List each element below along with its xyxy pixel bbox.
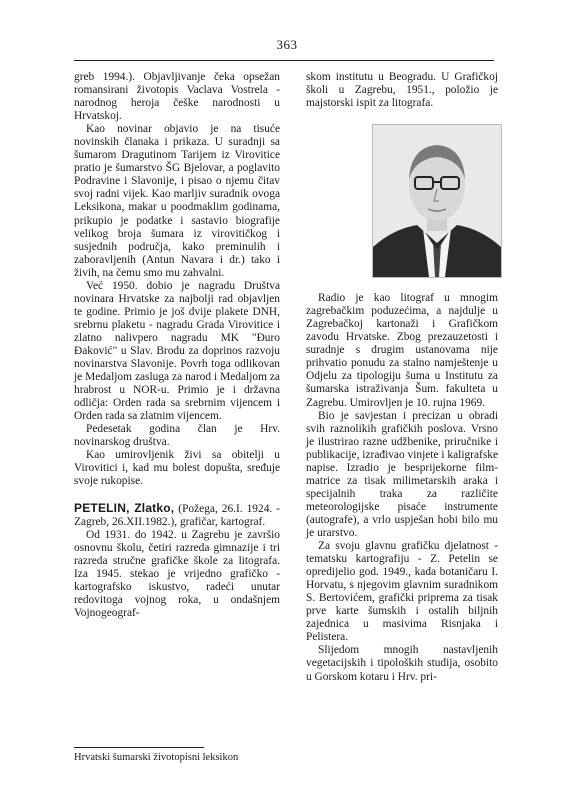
entry-heading [74, 502, 280, 529]
paragraph: Bio je savjestan i precizan u obradi svih raznolikih grafičkih poslova. Vrsno je ilustrirao razne udžbenike, priručnike i publikacije, izrađivao vinjete i kaligrafske napise. Izradio je besprijekorne film-matrice za tisak milimetarskih araka i specijalnih traka za različite meteorologijske pisaće instrumente (autografe), a vrlo uspješan hobi bilo mu je urarstvo. [306, 409, 498, 539]
footer-rule [74, 747, 204, 748]
paragraph: Kao umirovljenik živi sa obitelji u Virovitici i, kad mu bolest dopušta, sređuje svoje rukopise. [74, 449, 280, 488]
paragraph: skom institutu u Beogradu. U Grafičkoj školi u Zagrebu, 1951., položio je majstorski ispit za litografa. [306, 71, 498, 110]
entry-dates: (Požega, 26.I. 1924. - Zagreb, 26.XII.1982.), grafičar, kartograf. [74, 502, 280, 528]
portrait-photo [372, 124, 502, 278]
paragraph: Od 1931. do 1942. u Zagrebu je završio osnovnu školu, četiri razreda gimnazije i tri razreda stručne grafičke škole za litografa. Iza 1945. stekao je vrijedno grafičko - kartografsko iskustvo, radeći unutar redovitoga vojnog roka, u ondašnjem Vojnogeograf- [74, 528, 280, 619]
left-column [74, 71, 280, 620]
paragraph: Radio je kao litograf u mnogim zagrebačkim poduzećima, a najdulje u Zagrebačkoj kartonaži i Grafičkom zavodu Hrvatske. Zbog prezauzetosti i suradnje s drugim ustanovama nije prihvatio ponudu za stalno namještenje u Odjelu za tipologiju šuma u Institutu za šumarska istraživanja Šum. fakulteta u Zagrebu. Umirovljen je 10. rujna 1969. [306, 292, 498, 409]
paragraph: Pedesetak godina član je Hrv. novinarskog društva. [74, 423, 280, 449]
paragraph: Već 1950. dobio je nagradu Društva novinara Hrvatske za najbolji rad objavljen te godine. Primio je još dvije plakete DNH, srebrnu plaketu - nagradu Grada Virovitice i zlatno nalivpero nagradu MK "Đuro Đaković" u Slav. Brodu za doprinos razvoju novinarstva Slavonije. Povrh toga odlikovan je Medaljom zasluga za narod i Medaljom za hrabrost u NOR-u. Primio je i državna odličja: Orden rada sa srebrnim vijencem i Orden rada sa zlatnim vijencem. [74, 279, 280, 423]
running-footer: Hrvatski šumarski životopisni leksikon [74, 752, 239, 763]
entry-name: PETELIN, Zlatko, [74, 500, 175, 515]
paragraph: Slijedom mnogih nastavljenih vegetacijskih i tipoloških studija, osobito u Gorskom kotaru i Hrv. pri- [306, 644, 498, 683]
header-rule [74, 60, 494, 61]
paragraph: greb 1994.). Objavljivanje čeka opsežan romansirani životopis Vaclava Vostrela - narodnog heroja češke narodnosti u Hrvatskoj. [74, 71, 280, 123]
right-column [306, 71, 498, 684]
page-number: 363 [276, 37, 298, 52]
paragraph: Za svoju glavnu grafičku djelatnost - tematsku kartografiju - Z. Petelin se opredijelio god. 1949., kada botaničaru I. Horvatu, s njegovim glavnim suradnikom S. Bertovićem, grafički priprema za tisak prve karte šumskih i ostalih biljnih zajednica u masivima Risnjaka i Pelistera. [306, 540, 498, 644]
paragraph: Kao novinar objavio je na tisuće novinskih članaka i prikaza. U suradnji sa šumarom Dragutinom Tarijem iz Virovitice pratio je šumarstvo ŠG Bjelovar, a poglavito Podravine i Slavonije, i pisao o njemu čitav svoj radni vijek. Kao marljiv suradnik ovoga Leksikona, makar u poodmaklim godinama, prikupio je podatke i sastavio biografije velikog broja šumara iz virovitičkog i susjednih područja, kako preminulih i zaboravljenih (Antun Navara i dr.) tako i živih, na čemu smo mu zahvalni. [74, 123, 280, 279]
portrait-image [373, 125, 501, 277]
